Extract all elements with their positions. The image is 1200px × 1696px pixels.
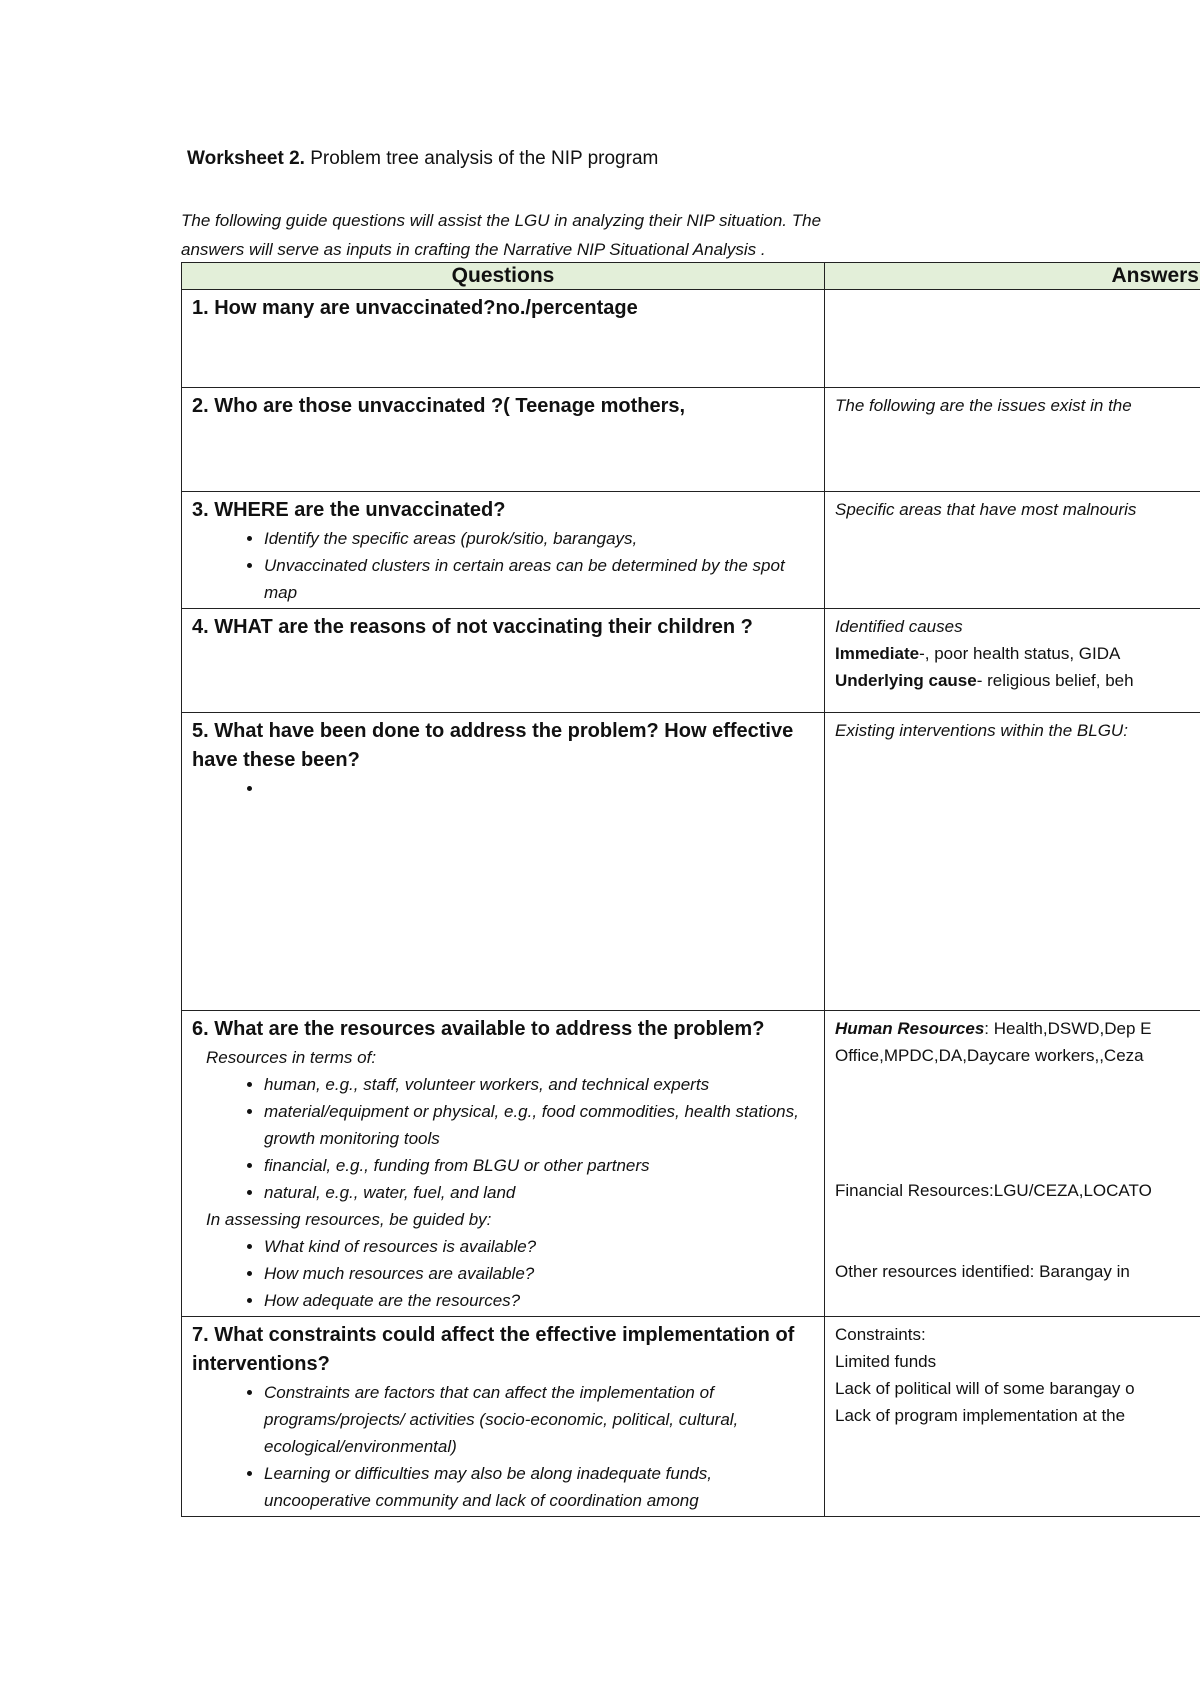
bullet-list xyxy=(192,525,814,606)
answer-line xyxy=(835,1015,1195,1042)
answer-line: Identified causes xyxy=(835,617,963,636)
bullet-list xyxy=(192,775,814,802)
answer-line: Lack of political will of some barangay o xyxy=(835,1379,1135,1398)
answer-line: Other resources identified: Barangay in xyxy=(835,1262,1130,1281)
table-row xyxy=(182,492,1200,609)
answer-text: The following are the issues exist in the xyxy=(835,396,1132,415)
intro-line-2: answers will serve as inputs in crafting the Narrative NIP Situational Analysis . xyxy=(181,240,766,259)
list-item: • material/equipment or physical, e.g., food commodities, health stations, growth monitoring tools xyxy=(264,1098,814,1152)
answer-cell xyxy=(825,1011,1200,1317)
header-answers: Answers xyxy=(825,263,1200,290)
question-text: 7. What constraints could affect the effective implementation of interventions? xyxy=(192,1324,795,1375)
resources-note: Resources in terms of: xyxy=(206,1048,377,1067)
answer-cell xyxy=(825,290,1200,388)
intro-line-1: The following guide questions will assist the LGU in analyzing their NIP situation. The xyxy=(181,211,822,230)
answer-line: Limited funds xyxy=(835,1352,937,1371)
question-cell xyxy=(182,1011,825,1317)
table-row xyxy=(182,1317,1200,1517)
list-item: • human, e.g., staff, volunteer workers, and technical experts xyxy=(264,1071,814,1098)
worksheet-title xyxy=(187,148,658,170)
list-item: • natural, e.g., water, fuel, and land xyxy=(264,1179,814,1206)
question-text: 1. How many are unvaccinated?no./percentage xyxy=(192,297,638,319)
question-text: 4. WHAT are the reasons of not vaccinating their children ? xyxy=(192,616,753,638)
table-row xyxy=(182,388,1200,492)
question-text: 6. What are the resources available to address the problem? xyxy=(192,1018,765,1040)
question-text: 2. Who are those unvaccinated ?( Teenage mothers, xyxy=(192,395,686,417)
answer-text: - religious belief, beh xyxy=(976,671,1134,690)
bullet-list xyxy=(192,1379,814,1514)
intro-paragraph xyxy=(181,206,1001,264)
answer-line xyxy=(835,667,1195,694)
table-row xyxy=(182,1011,1200,1317)
question-cell xyxy=(182,1317,825,1517)
list-item xyxy=(264,775,814,802)
table-header-row xyxy=(182,263,1200,290)
answer-text: : Health,DSWD,Dep E xyxy=(984,1019,1152,1038)
answer-line: Financial Resources:LGU/CEZA,LOCATO xyxy=(835,1181,1152,1200)
list-item: • Constraints are factors that can affect the implementation of programs/projects/ activities (socio-economic, political, cultural, ecological/environmental) xyxy=(264,1379,814,1460)
bullet-list xyxy=(192,1233,814,1314)
answer-bold-label: Immediate xyxy=(835,644,920,663)
worksheet-subtitle: Problem tree analysis of the NIP program xyxy=(304,148,659,169)
assessment-note: In assessing resources, be guided by: xyxy=(206,1210,492,1229)
answer-line xyxy=(835,640,1195,667)
question-cell xyxy=(182,713,825,1011)
list-item: • Unvaccinated clusters in certain areas can be determined by the spot map xyxy=(264,552,814,606)
list-item: • Identify the specific areas (purok/sitio, barangays, xyxy=(264,525,814,552)
question-text: 3. WHERE are the unvaccinated? xyxy=(192,499,506,521)
answer-line: Constraints: xyxy=(835,1325,926,1344)
list-item: • What kind of resources is available? xyxy=(264,1233,814,1260)
worksheet-label: Worksheet 2. xyxy=(187,148,305,169)
answer-cell xyxy=(825,713,1200,1011)
answer-text: Existing interventions within the BLGU: xyxy=(835,721,1128,740)
question-cell xyxy=(182,388,825,492)
table-row xyxy=(182,609,1200,713)
answer-line: Lack of program implementation at the xyxy=(835,1406,1126,1425)
answer-text: Specific areas that have most malnouris xyxy=(835,500,1137,519)
table-row xyxy=(182,290,1200,388)
answer-cell xyxy=(825,388,1200,492)
bullet-list xyxy=(192,1071,814,1206)
answer-bold-label: Underlying cause xyxy=(835,671,977,690)
table-row xyxy=(182,713,1200,1011)
list-item: • Learning or difficulties may also be along inadequate funds, uncooperative community and lack of coordination among xyxy=(264,1460,814,1514)
question-cell xyxy=(182,290,825,388)
list-item: • How much resources are available? xyxy=(264,1260,814,1287)
answer-line: Office,MPDC,DA,Daycare workers,,Ceza xyxy=(835,1046,1144,1065)
answer-cell xyxy=(825,1317,1200,1517)
question-text: 5. What have been done to address the problem? How effective have these been? xyxy=(192,720,794,771)
answer-cell xyxy=(825,492,1200,609)
question-cell xyxy=(182,492,825,609)
list-item: • financial, e.g., funding from BLGU or other partners xyxy=(264,1152,814,1179)
worksheet-table xyxy=(181,262,1200,1517)
list-item: • How adequate are the resources? xyxy=(264,1287,814,1314)
answer-bold-label: Human Resources xyxy=(835,1019,985,1038)
answer-text: -, poor health status, GIDA xyxy=(919,644,1121,663)
question-cell xyxy=(182,609,825,713)
header-questions: Questions xyxy=(182,263,825,290)
answer-cell xyxy=(825,609,1200,713)
